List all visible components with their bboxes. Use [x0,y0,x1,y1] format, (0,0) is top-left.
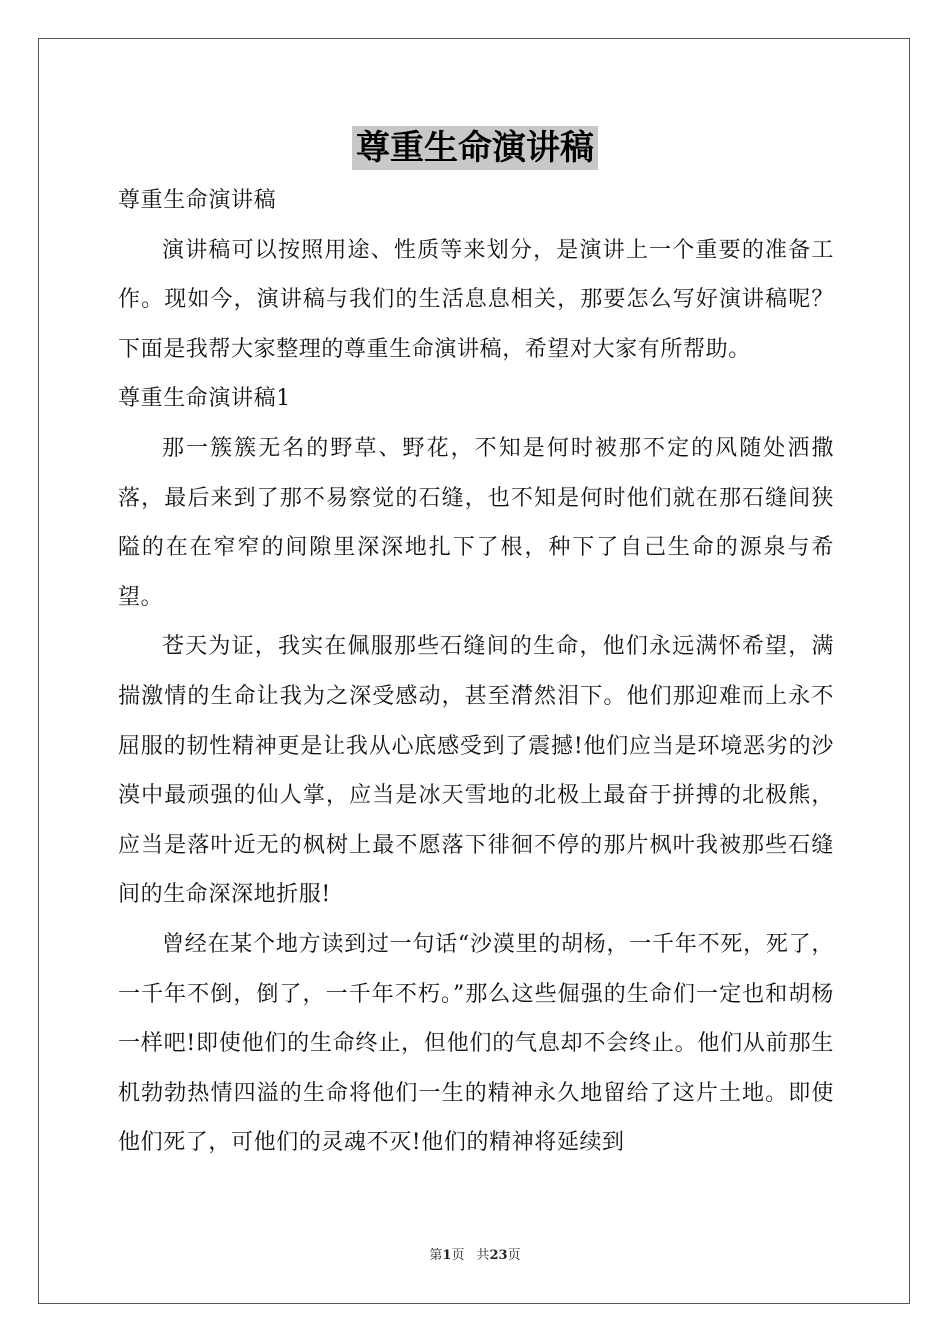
total-suffix: 页 [507,1248,521,1263]
total-prefix: 共 [476,1248,490,1263]
paragraph: 苍天为证，我实在佩服那些石缝间的生命，他们永远满怀希望，满揣激情的生命让我为之深受感动，甚至潸然泪下。他们那迎难而上永不屈服的韧性精神更是让我从心底感受到了震撼!他们应当是环境恶劣的沙漠中最顽强的仙人掌，应当是冰天雪地的北极上最奋于拼搏的北极熊，应当是落叶近无的枫树上最不愿落下徘徊不停的那片枫叶我被那些石缝间的生命深深地折服! [118,634,834,908]
title-container [0,126,950,170]
paragraph: 演讲稿可以按照用途、性质等来划分，是演讲上一个重要的准备工作。现如今，演讲稿与我们的生活息息相关，那要怎么写好演讲稿呢？下面是我帮大家整理的尊重生命演讲稿，希望对大家有所帮助。 [118,237,834,362]
paragraph: 曾经在某个地方读到过一句话“沙漠里的胡杨，一千年不死，死了，一千年不倒，倒了，一千年不朽。”那么这些倔强的生命们一定也和胡杨一样吧!即使他们的生命终止，但他们的气息却不会终止。他们从前那生机勃勃热情四溢的生命将他们一生的精神永久地留给了这片土地。即使他们死了，可他们的灵魂不灭!他们的精神将延续到 [118,931,834,1156]
paragraph: 尊重生命演讲稿1 [118,386,291,412]
page-suffix: 页 [451,1248,465,1263]
paragraph: 那一簇簇无名的野草、野花，不知是何时被那不定的风随处洒撒落，最后来到了那不易察觉的石缝，也不知是何时他们就在那石缝间狭隘的在在窄窄的间隙里深深地扎下了根，种下了自己生命的源泉与希望。 [118,435,834,610]
paragraph: 尊重生命演讲稿 [118,188,277,213]
total-pages: 23 [489,1248,508,1263]
document-title: 尊重生命演讲稿 [352,126,598,170]
page-prefix: 第 [429,1248,443,1263]
page-footer [0,1247,950,1265]
document-body [118,176,834,1168]
page-number: 1 [442,1248,452,1263]
